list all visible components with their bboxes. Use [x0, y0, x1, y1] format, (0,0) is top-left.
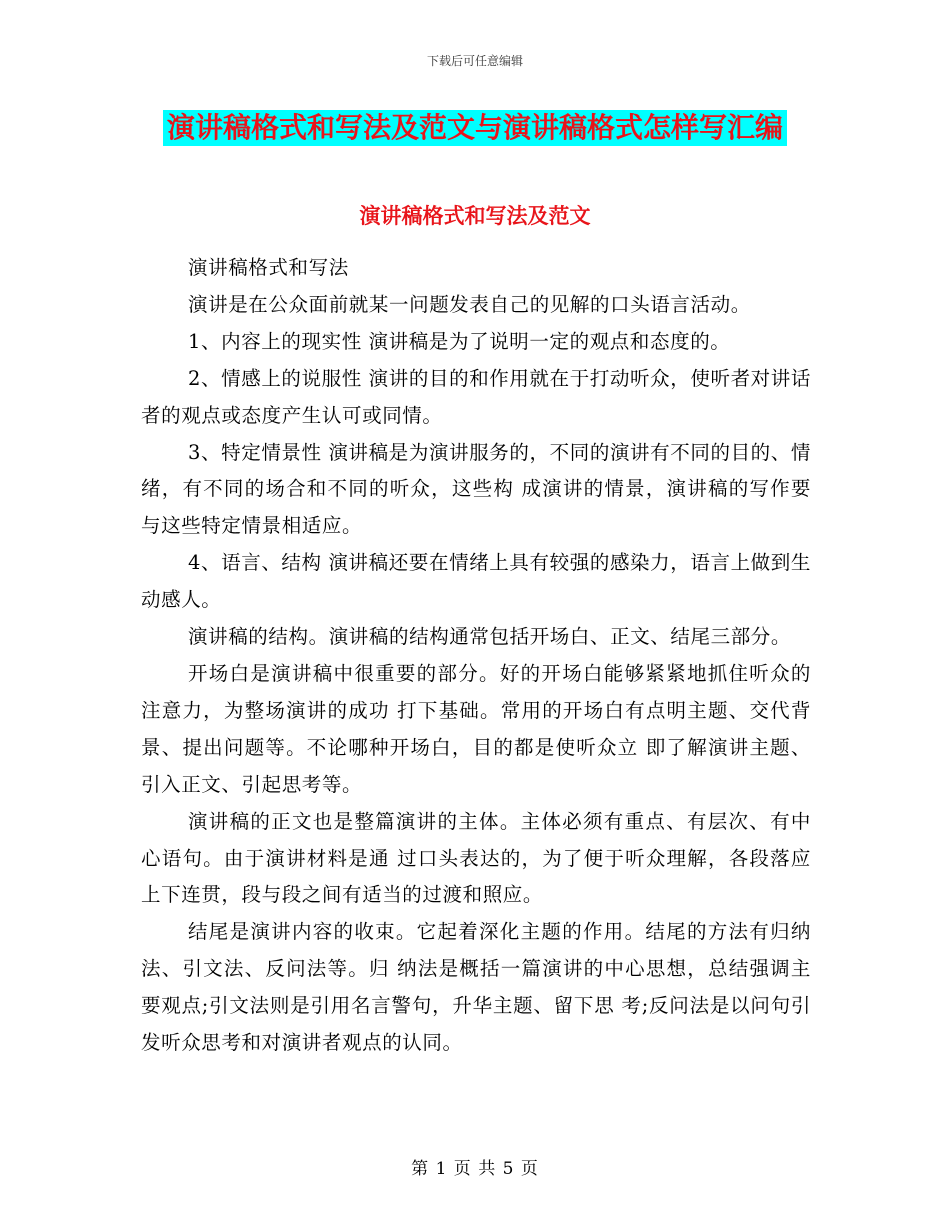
document-title: 演讲稿格式和写法及范文与演讲稿格式怎样写汇编	[163, 110, 787, 146]
paragraph: 3、特定情景性 演讲稿是为演讲服务的，不同的演讲有不同的目的、情绪，有不同的场合和不同的听众，这些构 成演讲的情景，演讲稿的写作要与这些特定情景相适应。	[141, 440, 811, 538]
paragraph: 开场白是演讲稿中很重要的部分。好的开场白能够紧紧地抓住听众的注意力，为整场演讲的成功 打下基础。常用的开场白有点明主题、交代背景、提出问题等。不论哪种开场白，目的都是使听众立 即了解演讲主题、引入正文、引起思考等。	[141, 661, 811, 796]
paragraph: 演讲稿的结构。演讲稿的结构通常包括开场白、正文、结尾三部分。	[188, 625, 792, 649]
paragraph: 1、内容上的现实性 演讲稿是为了说明一定的观点和态度的。	[188, 329, 731, 353]
document-body	[141, 250, 811, 1062]
section-title: 演讲稿格式和写法及范文	[359, 204, 591, 228]
paragraph: 2、情感上的说服性 演讲的目的和作用就在于打动听众，使听者对讲话者的观点或态度产生认可或同情。	[141, 366, 811, 427]
paragraph: 演讲是在公众面前就某一问题发表自己的见解的口头语言活动。	[188, 292, 751, 316]
header-note: 下载后可任意编辑	[426, 54, 523, 68]
main-title-container	[0, 110, 950, 146]
paragraph: 演讲稿的正文也是整篇演讲的主体。主体必须有重点、有层次、有中心语句。由于演讲材料是通 过口头表达的，为了便于听众理解，各段落应上下连贯，段与段之间有适当的过渡和照应。	[141, 809, 811, 907]
paragraph: 4、语言、结构 演讲稿还要在情绪上具有较强的感染力，语言上做到生动感人。	[141, 551, 811, 612]
paragraph: 演讲稿格式和写法	[188, 256, 349, 279]
paragraph: 结尾是演讲内容的收束。它起着深化主题的作用。结尾的方法有归纳法、引文法、反问法等。归 纳法是概括一篇演讲的中心思想，总结强调主要观点;引文法则是引用名言警句，升华主题、留下思 考;反问法是以问句引发听众思考和对演讲者观点的认同。	[141, 920, 811, 1055]
page-number: 第 1 页 共 5 页	[411, 1159, 539, 1179]
